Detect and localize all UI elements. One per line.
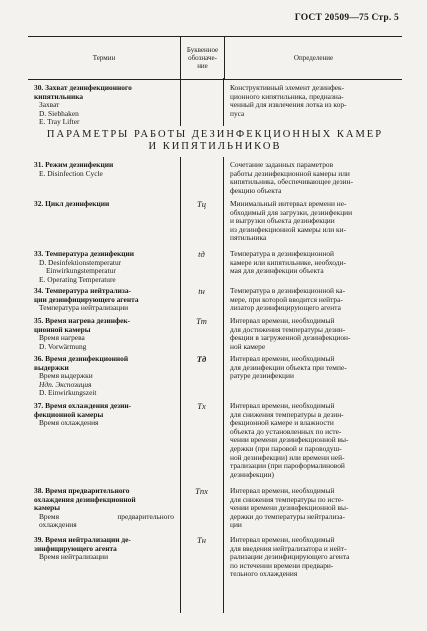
section-title-line: ПАРАМЕТРЫ РАБОТЫ ДЕЗИНФЕКЦИОННЫХ КАМЕР xyxy=(46,129,384,140)
definition-line: Температура в дезинфекционной xyxy=(230,249,334,258)
definition-line: держки (при паровой и пароводуш- xyxy=(230,443,342,453)
definition-line: Сочетание заданных параметров xyxy=(230,160,334,169)
term-synonym: Время нейтрализации xyxy=(39,552,109,562)
term-title: кипятильника xyxy=(34,91,84,101)
column-header-symbol xyxy=(180,37,225,79)
definition-line: из дезинфекционной камеры или ки- xyxy=(230,224,347,234)
term-title: 39. Время нейтрализации де- xyxy=(34,535,131,544)
term-title: фекционной камеры xyxy=(34,409,104,419)
definition-line: трализации (при пароформалиновой xyxy=(230,461,345,471)
definition-line: рализации дезинфицирующего агента xyxy=(230,552,350,562)
term-title: зинфицирующего агента xyxy=(34,543,117,553)
term-title: 37. Время охлаждения дезин- xyxy=(34,401,132,410)
term-german: Einwirkungstemperatur xyxy=(46,266,116,276)
term-symbol: tд xyxy=(198,249,205,259)
symbol-header-line: Буквенное xyxy=(186,46,219,54)
column-divider xyxy=(223,157,224,613)
definition-line: чении времени дезинфекционной вы- xyxy=(230,503,349,513)
definition-line: ной камере xyxy=(230,341,266,351)
term-symbol: Tд xyxy=(196,354,207,364)
term-title: ционной камеры xyxy=(34,324,91,334)
term-title: 30. Захват дезинфекционного xyxy=(34,83,132,92)
definition-line: Интервал времени, необходимый xyxy=(230,401,335,410)
term-synonym: Время охлаждения xyxy=(39,418,99,428)
term-synonym: Время выдержки xyxy=(39,371,93,381)
definition-line: ратуре дезинфекции xyxy=(230,371,294,381)
definition-line: Конструктивный элемент дезинфек- xyxy=(230,83,345,92)
term-symbol: Tн xyxy=(197,535,206,545)
term-english: E. Operating Temperature xyxy=(39,274,116,284)
definition-line: пуса xyxy=(230,108,245,118)
definition-line: ции xyxy=(230,520,242,530)
term-symbol: Tт xyxy=(196,316,207,326)
term-title: 33. Температура дезинфекции xyxy=(34,249,135,258)
term-english: E. Tray Lifter xyxy=(39,117,80,127)
term-symbol: tн xyxy=(198,286,205,296)
term-german: D. Siebhaken xyxy=(39,108,79,118)
term-title: камеры xyxy=(34,503,61,513)
term-title: 34. Температура нейтрализа- xyxy=(34,286,132,295)
definition-line: фекцию объекта xyxy=(230,185,282,195)
definition-line: по истечении времени предвари- xyxy=(230,560,334,570)
term-title: 35. Время нагрева дезинфек- xyxy=(34,316,131,325)
term-english: E. Disinfection Cycle xyxy=(39,168,103,178)
definition-line: работы дезинфекционной камеры или xyxy=(230,168,350,178)
term-symbol: Tх xyxy=(197,401,206,411)
term-german: D. Vorwärmung xyxy=(39,341,87,351)
definition-line: Интервал времени, необходимый xyxy=(230,316,335,325)
term-deprecated: Ндп. Экспозиция xyxy=(39,379,92,389)
definition-line: камере или кипятильнике, необходи- xyxy=(230,257,346,267)
section-title xyxy=(28,129,402,153)
term-title: охлаждения дезинфекционной xyxy=(34,494,136,504)
definition-line: для снижения температуры по исте- xyxy=(230,494,344,504)
term-title: 32. Цикл дезинфекции xyxy=(34,199,110,208)
definition-line: ной дезинфекции) или времени ней- xyxy=(230,452,345,462)
column-divider xyxy=(180,157,181,613)
definition-line: для дезинфекции объекта при темпе- xyxy=(230,362,347,372)
term-synonym: Захват xyxy=(39,100,60,110)
term-synonym: охлаждения xyxy=(39,520,77,530)
definition-line: фекционной камере и влажности xyxy=(230,418,334,428)
term-title: 31. Режим дезинфекции xyxy=(34,160,114,169)
term-title: ции дезинфицирующего агента xyxy=(34,294,139,304)
term-symbol: Tпх xyxy=(195,486,208,496)
term-title: выдержки xyxy=(34,362,69,372)
column-header-definition: Определение xyxy=(293,54,334,62)
definition-line: держки до температуры нейтрализа- xyxy=(230,511,345,521)
definition-line: для достижения температуры дезин- xyxy=(230,324,346,334)
definition-line: Интервал времени, необходимый xyxy=(230,535,335,544)
column-divider xyxy=(223,78,224,126)
definition-line: Температура в дезинфекционной ка- xyxy=(230,286,346,295)
definition-line: Минимальный интервал времени не- xyxy=(230,199,347,208)
definition-line: для снижения температуры в дезин- xyxy=(230,409,344,419)
term-symbol: Tц xyxy=(197,199,206,209)
term-title: 36. Время дезинфекционной xyxy=(34,354,129,363)
definition-line: пятильника xyxy=(230,233,267,243)
term-synonym-word: предварительного xyxy=(117,511,174,521)
table-header xyxy=(28,36,402,80)
definition-line: Интервал времени, необходимый xyxy=(230,354,335,363)
column-header-term: Термин xyxy=(92,54,116,62)
term-synonym-word: Время xyxy=(39,511,59,521)
symbol-header-line: обозначе- xyxy=(188,54,217,62)
definition-line: объекта до установленных по исте- xyxy=(230,426,342,436)
section-title-line: И КИПЯТИЛЬНИКОВ xyxy=(148,141,282,152)
definition-line: и выгрузки объекта дезинфекции xyxy=(230,216,335,226)
definition-line: ченный для извлечения лотка из кор- xyxy=(230,100,347,110)
definition-line: мере, при которой вводится нейтра- xyxy=(230,294,343,304)
term-title: 38. Время предварительного xyxy=(34,486,130,495)
symbol-header-line: ние xyxy=(197,62,208,70)
definition-line: ционного кипятильника, предназна- xyxy=(230,91,344,101)
definition-line: лизатор дезинфицирующего агента xyxy=(230,303,341,313)
term-synonym: Температура нейтрализации xyxy=(39,303,129,313)
definition-line: дезинфекции) xyxy=(230,469,274,479)
term-german: D. Desinfektionstemperatur xyxy=(39,257,122,267)
term-german: D. Einwirkungszeit xyxy=(39,388,97,398)
definition-line: обходимый для загрузки, дезинфекции xyxy=(230,207,353,217)
definition-line: мая для дезинфекции объекта xyxy=(230,266,324,276)
term-synonym: Время нагрева xyxy=(39,333,85,343)
definition-line: тельного охлаждения xyxy=(230,569,298,579)
definition-line: фекции в загруженной дезинфекцион- xyxy=(230,333,351,343)
definition-line: для введения нейтрализатора и нейт- xyxy=(230,543,347,553)
definition-line: чении времени дезинфекционной вы- xyxy=(230,435,349,445)
definition-line: кипятильника, обеспечивающее дезин- xyxy=(230,177,354,187)
column-divider xyxy=(180,78,181,126)
page-header: ГОСТ 20509—75 Стр. 5 xyxy=(294,13,399,23)
definition-line: Интервал времени, необходимый xyxy=(230,486,335,495)
